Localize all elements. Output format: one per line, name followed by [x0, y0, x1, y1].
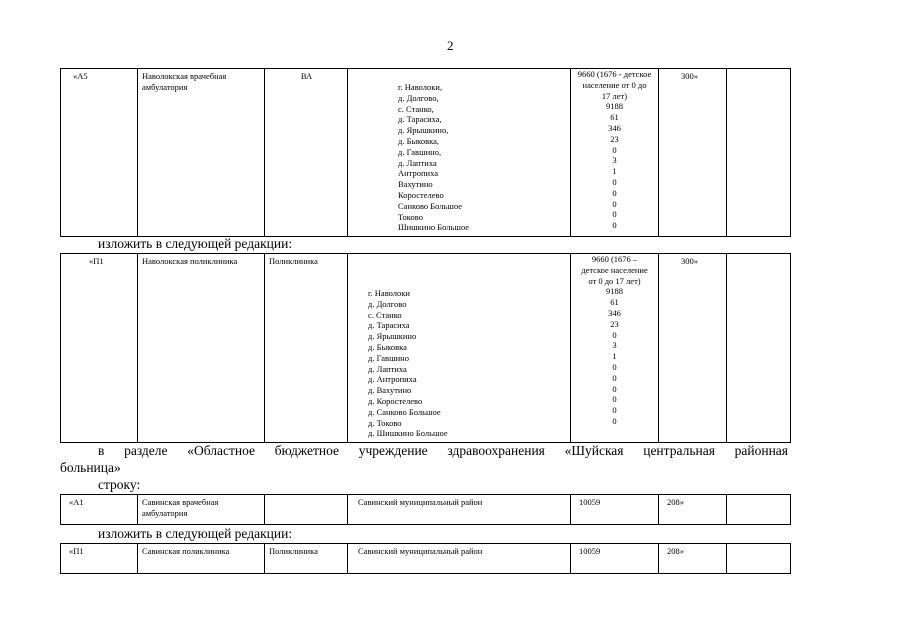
cell-population: 10059 — [571, 544, 659, 574]
instruction-text: изложить в следующей редакции: — [98, 236, 293, 251]
section-text-line1: в разделе «Областное бюджетное учреждение здравоохранения «Шуйская центральная районная — [98, 443, 788, 458]
cell-name: Савинская врачебная амбулатория — [138, 495, 265, 525]
cell-district: Савинский муниципальный район — [348, 544, 571, 574]
value-item: 1 — [612, 351, 617, 362]
instruction-text: изложить в следующей редакции: — [98, 526, 293, 541]
place-item: д. Тарасиха — [368, 320, 410, 331]
value-item: 0 — [612, 187, 617, 198]
value-item: 23 — [610, 318, 619, 329]
place-item: д. Санково Большое — [368, 406, 441, 417]
place-item: г. Наволоки — [368, 288, 410, 298]
place-item: с. Станко, — [398, 103, 434, 114]
cell-places — [348, 69, 571, 237]
value-item: 3 — [612, 155, 617, 166]
value-item: 9188 — [606, 101, 623, 112]
value-item: 3 — [612, 340, 617, 351]
cell-type — [265, 495, 348, 525]
cell-code: «А5 — [61, 69, 138, 237]
place-item: д. Ярышкино, — [398, 125, 449, 136]
place-item: Антропиха — [398, 168, 439, 179]
cell-empty — [727, 495, 791, 525]
cell-name: Наволокская врачебная амбулатория — [138, 69, 265, 237]
place-item: д. Тарасиха, — [398, 114, 442, 125]
place-item: д. Токово — [368, 417, 402, 428]
value-item: 1 — [612, 166, 617, 177]
value-item: 0 — [612, 383, 617, 394]
place-item: д. Ярышкино — [368, 331, 417, 342]
place-item: Коростелево — [398, 189, 444, 200]
page-number: 2 — [447, 38, 454, 53]
table-new-navoloki — [60, 253, 791, 443]
value-item: 0 — [612, 144, 617, 155]
value-item: 61 — [610, 297, 619, 308]
place-item: д. Быковка, — [398, 135, 440, 146]
place-item: д. Антропиха — [368, 374, 417, 385]
place-item: г. Наволоки, — [398, 82, 443, 92]
table-original-navoloki — [60, 68, 791, 237]
place-item: д. Долгово — [368, 298, 407, 309]
table-new-savino — [60, 543, 791, 574]
cell-code: «П1 — [61, 544, 138, 574]
value-item: 0 — [612, 220, 617, 231]
place-item: д. Гавшино — [368, 352, 409, 363]
section-text-line2: больница» — [60, 460, 121, 475]
cell-places — [348, 254, 571, 443]
value-item: 346 — [608, 307, 621, 318]
value-item: 0 — [612, 394, 617, 405]
place-item: Шишкино Большое — [398, 222, 470, 233]
value-item: 0 — [612, 329, 617, 340]
cell-empty — [727, 254, 791, 443]
place-item: Вахутино — [398, 179, 433, 190]
place-item: д. Быковка — [368, 341, 407, 352]
cell-population — [571, 69, 659, 237]
cell-type: ВА — [265, 69, 348, 237]
value-item: детское население — [581, 264, 648, 275]
cell-code: «А1 — [61, 495, 138, 525]
value-item: 0 — [612, 361, 617, 372]
value-item: 23 — [610, 133, 619, 144]
instruction-text: строку: — [98, 477, 141, 492]
cell-type: Поликлиника — [265, 254, 348, 443]
cell-district: Савинский муниципальный район — [348, 495, 571, 525]
place-item: д. Коростелево — [368, 395, 423, 406]
cell-code: «П1 — [61, 254, 138, 443]
value-item: 9660 (1676 – — [591, 254, 638, 264]
cell-capacity: 300» — [659, 69, 727, 237]
cell-name: Савинская поликлиника — [138, 544, 265, 574]
cell-empty — [727, 544, 791, 574]
value-item: 17 лет) — [601, 90, 628, 101]
place-item: Токово — [398, 211, 423, 222]
value-item: 0 — [612, 372, 617, 383]
place-item: д. Лаптиха — [398, 157, 437, 168]
place-item: д. Лаптиха — [368, 363, 407, 374]
value-item: от 0 до 17 лет) — [588, 275, 641, 286]
place-item: д. Шишкино Большое — [368, 428, 448, 439]
value-item: 346 — [608, 122, 621, 133]
cell-capacity: 208» — [659, 495, 727, 525]
place-item: д. Долгово, — [398, 92, 439, 103]
place-item: с. Станко — [368, 309, 402, 320]
value-item: 0 — [612, 176, 617, 187]
value-item: 9660 (1676 - детское — [577, 69, 652, 79]
cell-population: 10059 — [571, 495, 659, 525]
value-item: население от 0 до — [582, 79, 647, 90]
value-item: 0 — [612, 209, 617, 220]
place-item: Санково Большое — [398, 200, 463, 211]
value-item: 0 — [612, 198, 617, 209]
cell-capacity: 208» — [659, 544, 727, 574]
cell-population — [571, 254, 659, 443]
cell-type: Поликлиника — [265, 544, 348, 574]
cell-empty — [727, 69, 791, 237]
place-item: д. Вахутино — [368, 385, 412, 396]
value-item: 0 — [612, 415, 617, 426]
value-item: 61 — [610, 112, 619, 123]
cell-capacity: 300» — [659, 254, 727, 443]
place-item: д. Гавшино, — [398, 146, 442, 157]
value-item: 0 — [612, 405, 617, 416]
value-item: 9188 — [606, 286, 623, 297]
cell-name: Наволокская поликлиника — [138, 254, 265, 443]
table-original-savino — [60, 494, 791, 525]
